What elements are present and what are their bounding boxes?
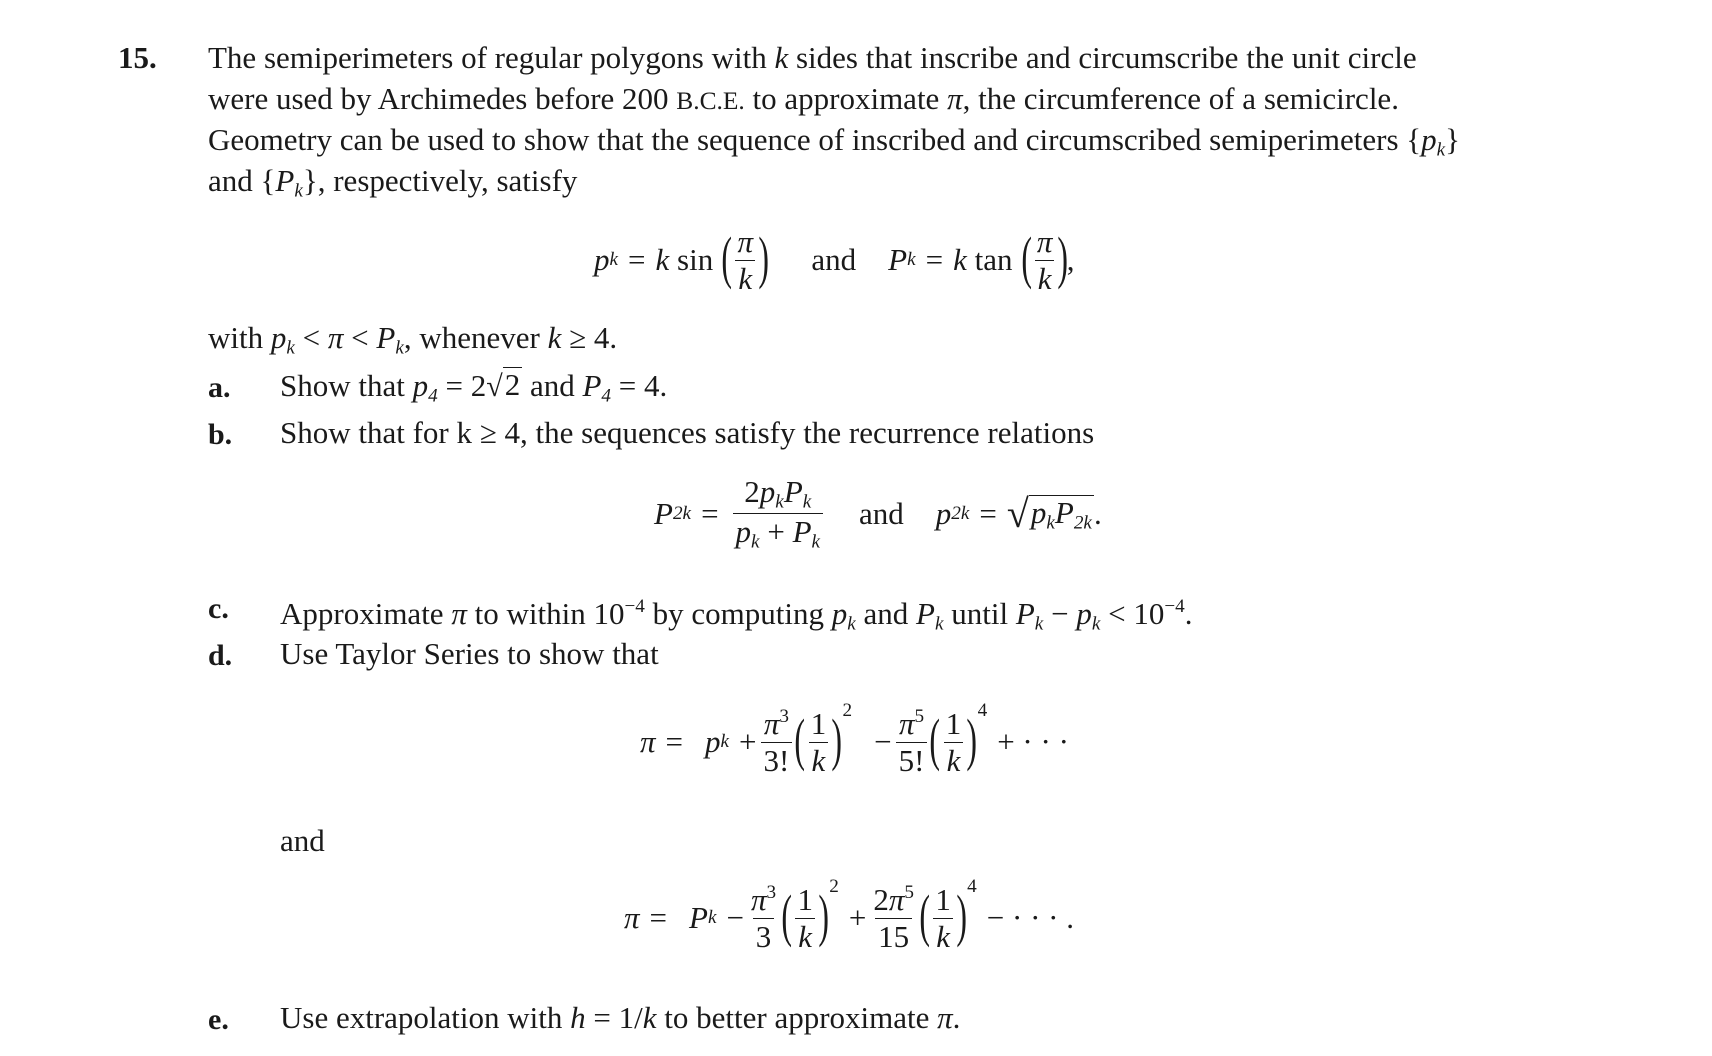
equation-taylor-circumscribed: π = P k − $\frac{\pi^3}{3}$ ( $\frac{1}{k}$ ) 2 + $\frac{2\pi^5}{15}$ ( $\frac{1}{k}$ ) 4 − · · · . [624,876,1074,954]
part-a-text: Show that $p_4 = 2$ √ 2 and $P_4 = 4$. [280,366,668,407]
part-c-text: Approximate π to within $10^{-4}$ by computing $p_k$ and $P_k$ until $P_k - p_k < 10^{-4}$. [280,595,1193,635]
part-d-label: d. [208,639,233,672]
part-a-label: a. [208,371,231,404]
problem-number: 15. [118,40,157,75]
part-c-label: c. [208,592,229,625]
part-d-text: Use Taylor Series to show that [280,636,659,671]
intro-line-3: Geometry can be used to show that the sequence of inscribed and circumscribed semiperimeters $\{p_k\}$ [208,122,1461,161]
condition-line: with $p_k < \pi < P_k$, whenever k ≥ 4. [208,320,618,359]
intro-line-2: were used by Archimedes before 200 B.C.E. to approximate π, the circumference of a semicircle. [208,81,1399,116]
part-b-text: Show that for k ≥ 4, the sequences satisfy the recurrence relations [280,415,1095,450]
equation-recurrence: P 2k = $\frac{2p_kP_k}{p_k + P_k}$ and p 2k = √ $p_kP_{2k}$ . [654,474,1102,553]
part-b-label: b. [208,418,233,451]
and-connector: and [280,823,325,858]
intro-line-4: and $\{P_k\}$, respectively, satisfy [208,163,578,202]
part-e-text: Use extrapolation with h = 1/k to better approximate π. [280,1000,961,1035]
intro-line-1: The semiperimeters of regular polygons with k sides that inscribe and circumscribe the unit circle [208,40,1417,75]
part-e-label: e. [208,1003,229,1036]
equation-taylor-inscribed: π = p k + $\frac{\pi^3}{3!}$ ( $\frac{1}{k}$ ) 2 − $\frac{\pi^5}{5!}$ ( $\frac{1}{k}$ ) 4 + · · · [640,700,1069,778]
equation-semiperimeters: p k = k sin ( $\frac{\pi}{k}$ ) and P k = k tan ( $\frac{\pi}{k}$ ) , [594,224,1075,296]
